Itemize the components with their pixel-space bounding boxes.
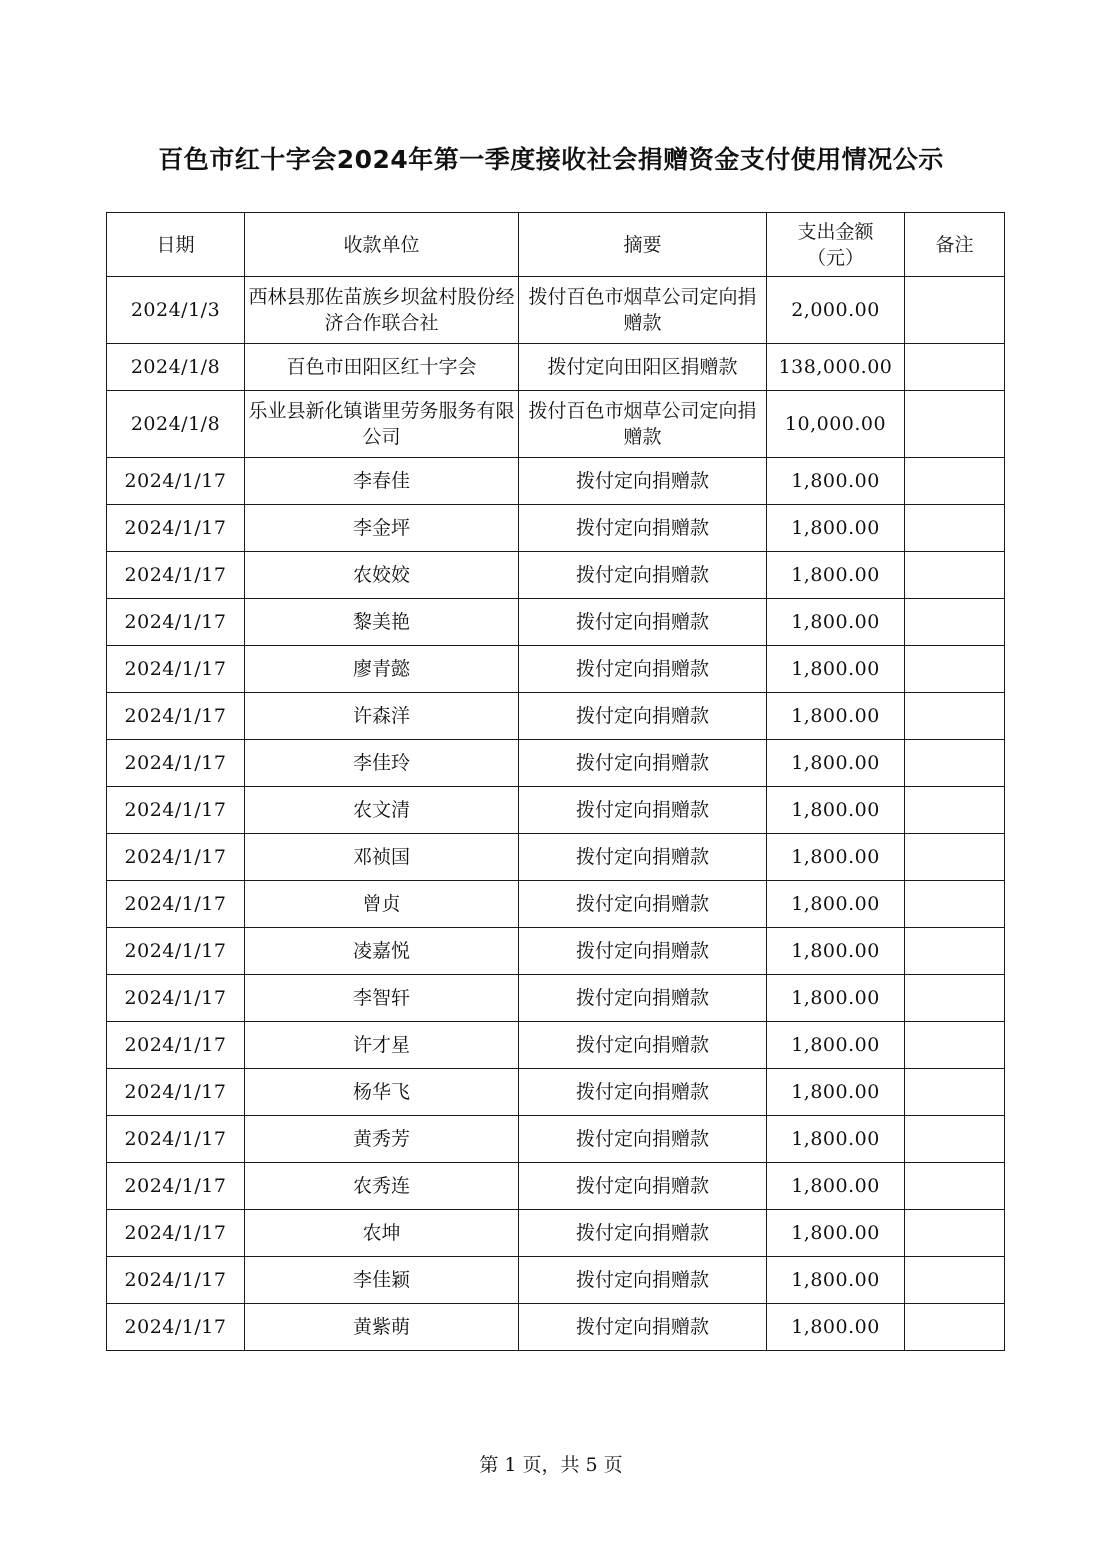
summary-cell: 拨付定向捐赠款 — [519, 1163, 767, 1210]
summary-cell: 拨付定向捐赠款 — [519, 787, 767, 834]
date-cell: 2024/1/3 — [107, 277, 245, 344]
table-row — [107, 1069, 1005, 1116]
summary-cell: 拨付定向捐赠款 — [519, 1116, 767, 1163]
table-row — [107, 740, 1005, 787]
payee-cell: 李智轩 — [245, 975, 519, 1022]
amount-cell: 138,000.00 — [767, 344, 905, 391]
date-cell: 2024/1/8 — [107, 344, 245, 391]
payee-cell: 凌嘉悦 — [245, 928, 519, 975]
amount-cell: 1,800.00 — [767, 1069, 905, 1116]
table-row — [107, 1257, 1005, 1304]
summary-cell: 拨付定向捐赠款 — [519, 599, 767, 646]
remark-cell — [905, 458, 1005, 505]
table-row — [107, 391, 1005, 458]
table-row — [107, 1022, 1005, 1069]
date-cell: 2024/1/17 — [107, 1210, 245, 1257]
amount-cell: 1,800.00 — [767, 834, 905, 881]
payee-cell: 西林县那佐苗族乡坝盆村股份经济合作联合社 — [245, 277, 519, 344]
payee-cell: 乐业县新化镇谐里劳务服务有限公司 — [245, 391, 519, 458]
table-row — [107, 1163, 1005, 1210]
amount-cell: 2,000.00 — [767, 277, 905, 344]
payee-cell: 李春佳 — [245, 458, 519, 505]
date-cell: 2024/1/17 — [107, 1163, 245, 1210]
remark-cell — [905, 344, 1005, 391]
amount-cell: 1,800.00 — [767, 458, 905, 505]
summary-cell: 拨付定向捐赠款 — [519, 552, 767, 599]
table-row — [107, 975, 1005, 1022]
date-cell: 2024/1/17 — [107, 787, 245, 834]
payee-cell: 曾贞 — [245, 881, 519, 928]
date-cell: 2024/1/17 — [107, 1069, 245, 1116]
header-payee: 收款单位 — [245, 213, 519, 277]
summary-cell: 拨付定向捐赠款 — [519, 975, 767, 1022]
header-date: 日期 — [107, 213, 245, 277]
amount-cell: 1,800.00 — [767, 1210, 905, 1257]
remark-cell — [905, 599, 1005, 646]
amount-cell: 1,800.00 — [767, 881, 905, 928]
amount-cell: 1,800.00 — [767, 505, 905, 552]
date-cell: 2024/1/17 — [107, 646, 245, 693]
table-row — [107, 277, 1005, 344]
date-cell: 2024/1/17 — [107, 834, 245, 881]
remark-cell — [905, 505, 1005, 552]
remark-cell — [905, 1304, 1005, 1351]
date-cell: 2024/1/17 — [107, 928, 245, 975]
remark-cell — [905, 834, 1005, 881]
date-cell: 2024/1/17 — [107, 599, 245, 646]
payee-cell: 农秀连 — [245, 1163, 519, 1210]
summary-cell: 拨付定向捐赠款 — [519, 928, 767, 975]
remark-cell — [905, 881, 1005, 928]
amount-cell: 1,800.00 — [767, 975, 905, 1022]
table-row — [107, 552, 1005, 599]
date-cell: 2024/1/8 — [107, 391, 245, 458]
amount-cell: 1,800.00 — [767, 1163, 905, 1210]
summary-cell: 拨付定向捐赠款 — [519, 1069, 767, 1116]
summary-cell: 拨付百色市烟草公司定向捐赠款 — [519, 391, 767, 458]
remark-cell — [905, 1116, 1005, 1163]
summary-cell: 拨付定向捐赠款 — [519, 834, 767, 881]
header-remark: 备注 — [905, 213, 1005, 277]
table-row — [107, 1210, 1005, 1257]
remark-cell — [905, 552, 1005, 599]
table-body — [107, 277, 1005, 1351]
table-row — [107, 599, 1005, 646]
payee-cell: 杨华飞 — [245, 1069, 519, 1116]
date-cell: 2024/1/17 — [107, 693, 245, 740]
payee-cell: 黄紫萌 — [245, 1304, 519, 1351]
remark-cell — [905, 975, 1005, 1022]
payee-cell: 李佳颖 — [245, 1257, 519, 1304]
payee-cell: 黎美艳 — [245, 599, 519, 646]
header-amount-unit: （元） — [806, 246, 864, 269]
summary-cell: 拨付定向捐赠款 — [519, 646, 767, 693]
table-row — [107, 881, 1005, 928]
table-row — [107, 344, 1005, 391]
payee-cell: 农文清 — [245, 787, 519, 834]
summary-cell: 拨付定向捐赠款 — [519, 740, 767, 787]
table-row — [107, 787, 1005, 834]
date-cell: 2024/1/17 — [107, 1116, 245, 1163]
date-cell: 2024/1/17 — [107, 1304, 245, 1351]
payee-cell: 黄秀芳 — [245, 1116, 519, 1163]
payee-cell: 李佳玲 — [245, 740, 519, 787]
remark-cell — [905, 693, 1005, 740]
remark-cell — [905, 1022, 1005, 1069]
remark-cell — [905, 646, 1005, 693]
amount-cell: 1,800.00 — [767, 599, 905, 646]
remark-cell — [905, 391, 1005, 458]
remark-cell — [905, 740, 1005, 787]
remark-cell — [905, 277, 1005, 344]
summary-cell: 拨付定向捐赠款 — [519, 1210, 767, 1257]
amount-cell: 1,800.00 — [767, 693, 905, 740]
table-row — [107, 1304, 1005, 1351]
page-title: 百色市红十字会2024年第一季度接收社会捐赠资金支付使用情况公示 — [158, 145, 944, 174]
summary-cell: 拨付百色市烟草公司定向捐赠款 — [519, 277, 767, 344]
summary-cell: 拨付定向捐赠款 — [519, 458, 767, 505]
table-row — [107, 928, 1005, 975]
summary-cell: 拨付定向捐赠款 — [519, 693, 767, 740]
payee-cell: 农坤 — [245, 1210, 519, 1257]
donation-expense-table — [106, 212, 1005, 1351]
amount-cell: 1,800.00 — [767, 928, 905, 975]
payee-cell: 百色市田阳区红十字会 — [245, 344, 519, 391]
table-header-row — [107, 213, 1005, 277]
table-row — [107, 1116, 1005, 1163]
summary-cell: 拨付定向捐赠款 — [519, 1022, 767, 1069]
payee-cell: 邓祯国 — [245, 834, 519, 881]
amount-cell: 1,800.00 — [767, 1116, 905, 1163]
payee-cell: 李金坪 — [245, 505, 519, 552]
amount-cell: 1,800.00 — [767, 1257, 905, 1304]
date-cell: 2024/1/17 — [107, 458, 245, 505]
amount-cell: 10,000.00 — [767, 391, 905, 458]
remark-cell — [905, 1210, 1005, 1257]
payee-cell: 许才星 — [245, 1022, 519, 1069]
date-cell: 2024/1/17 — [107, 881, 245, 928]
date-cell: 2024/1/17 — [107, 505, 245, 552]
remark-cell — [905, 1069, 1005, 1116]
remark-cell — [905, 787, 1005, 834]
payee-cell: 农姣姣 — [245, 552, 519, 599]
summary-cell: 拨付定向捐赠款 — [519, 1304, 767, 1351]
header-amount-label: 支出金额 — [797, 220, 874, 243]
amount-cell: 1,800.00 — [767, 1022, 905, 1069]
table-row — [107, 458, 1005, 505]
header-summary: 摘要 — [519, 213, 767, 277]
date-cell: 2024/1/17 — [107, 740, 245, 787]
amount-cell: 1,800.00 — [767, 1304, 905, 1351]
date-cell: 2024/1/17 — [107, 1257, 245, 1304]
date-cell: 2024/1/17 — [107, 552, 245, 599]
remark-cell — [905, 1163, 1005, 1210]
date-cell: 2024/1/17 — [107, 1022, 245, 1069]
remark-cell — [905, 1257, 1005, 1304]
page-number: 第 1 页，共 5 页 — [479, 1454, 623, 1476]
table-row — [107, 834, 1005, 881]
amount-cell: 1,800.00 — [767, 646, 905, 693]
remark-cell — [905, 928, 1005, 975]
amount-cell: 1,800.00 — [767, 787, 905, 834]
amount-cell: 1,800.00 — [767, 740, 905, 787]
header-amount — [767, 213, 905, 277]
summary-cell: 拨付定向捐赠款 — [519, 1257, 767, 1304]
table-row — [107, 646, 1005, 693]
summary-cell: 拨付定向捐赠款 — [519, 505, 767, 552]
table-row — [107, 505, 1005, 552]
payee-cell: 许森洋 — [245, 693, 519, 740]
summary-cell: 拨付定向捐赠款 — [519, 881, 767, 928]
payee-cell: 廖青懿 — [245, 646, 519, 693]
table-row — [107, 693, 1005, 740]
summary-cell: 拨付定向田阳区捐赠款 — [519, 344, 767, 391]
date-cell: 2024/1/17 — [107, 975, 245, 1022]
amount-cell: 1,800.00 — [767, 552, 905, 599]
